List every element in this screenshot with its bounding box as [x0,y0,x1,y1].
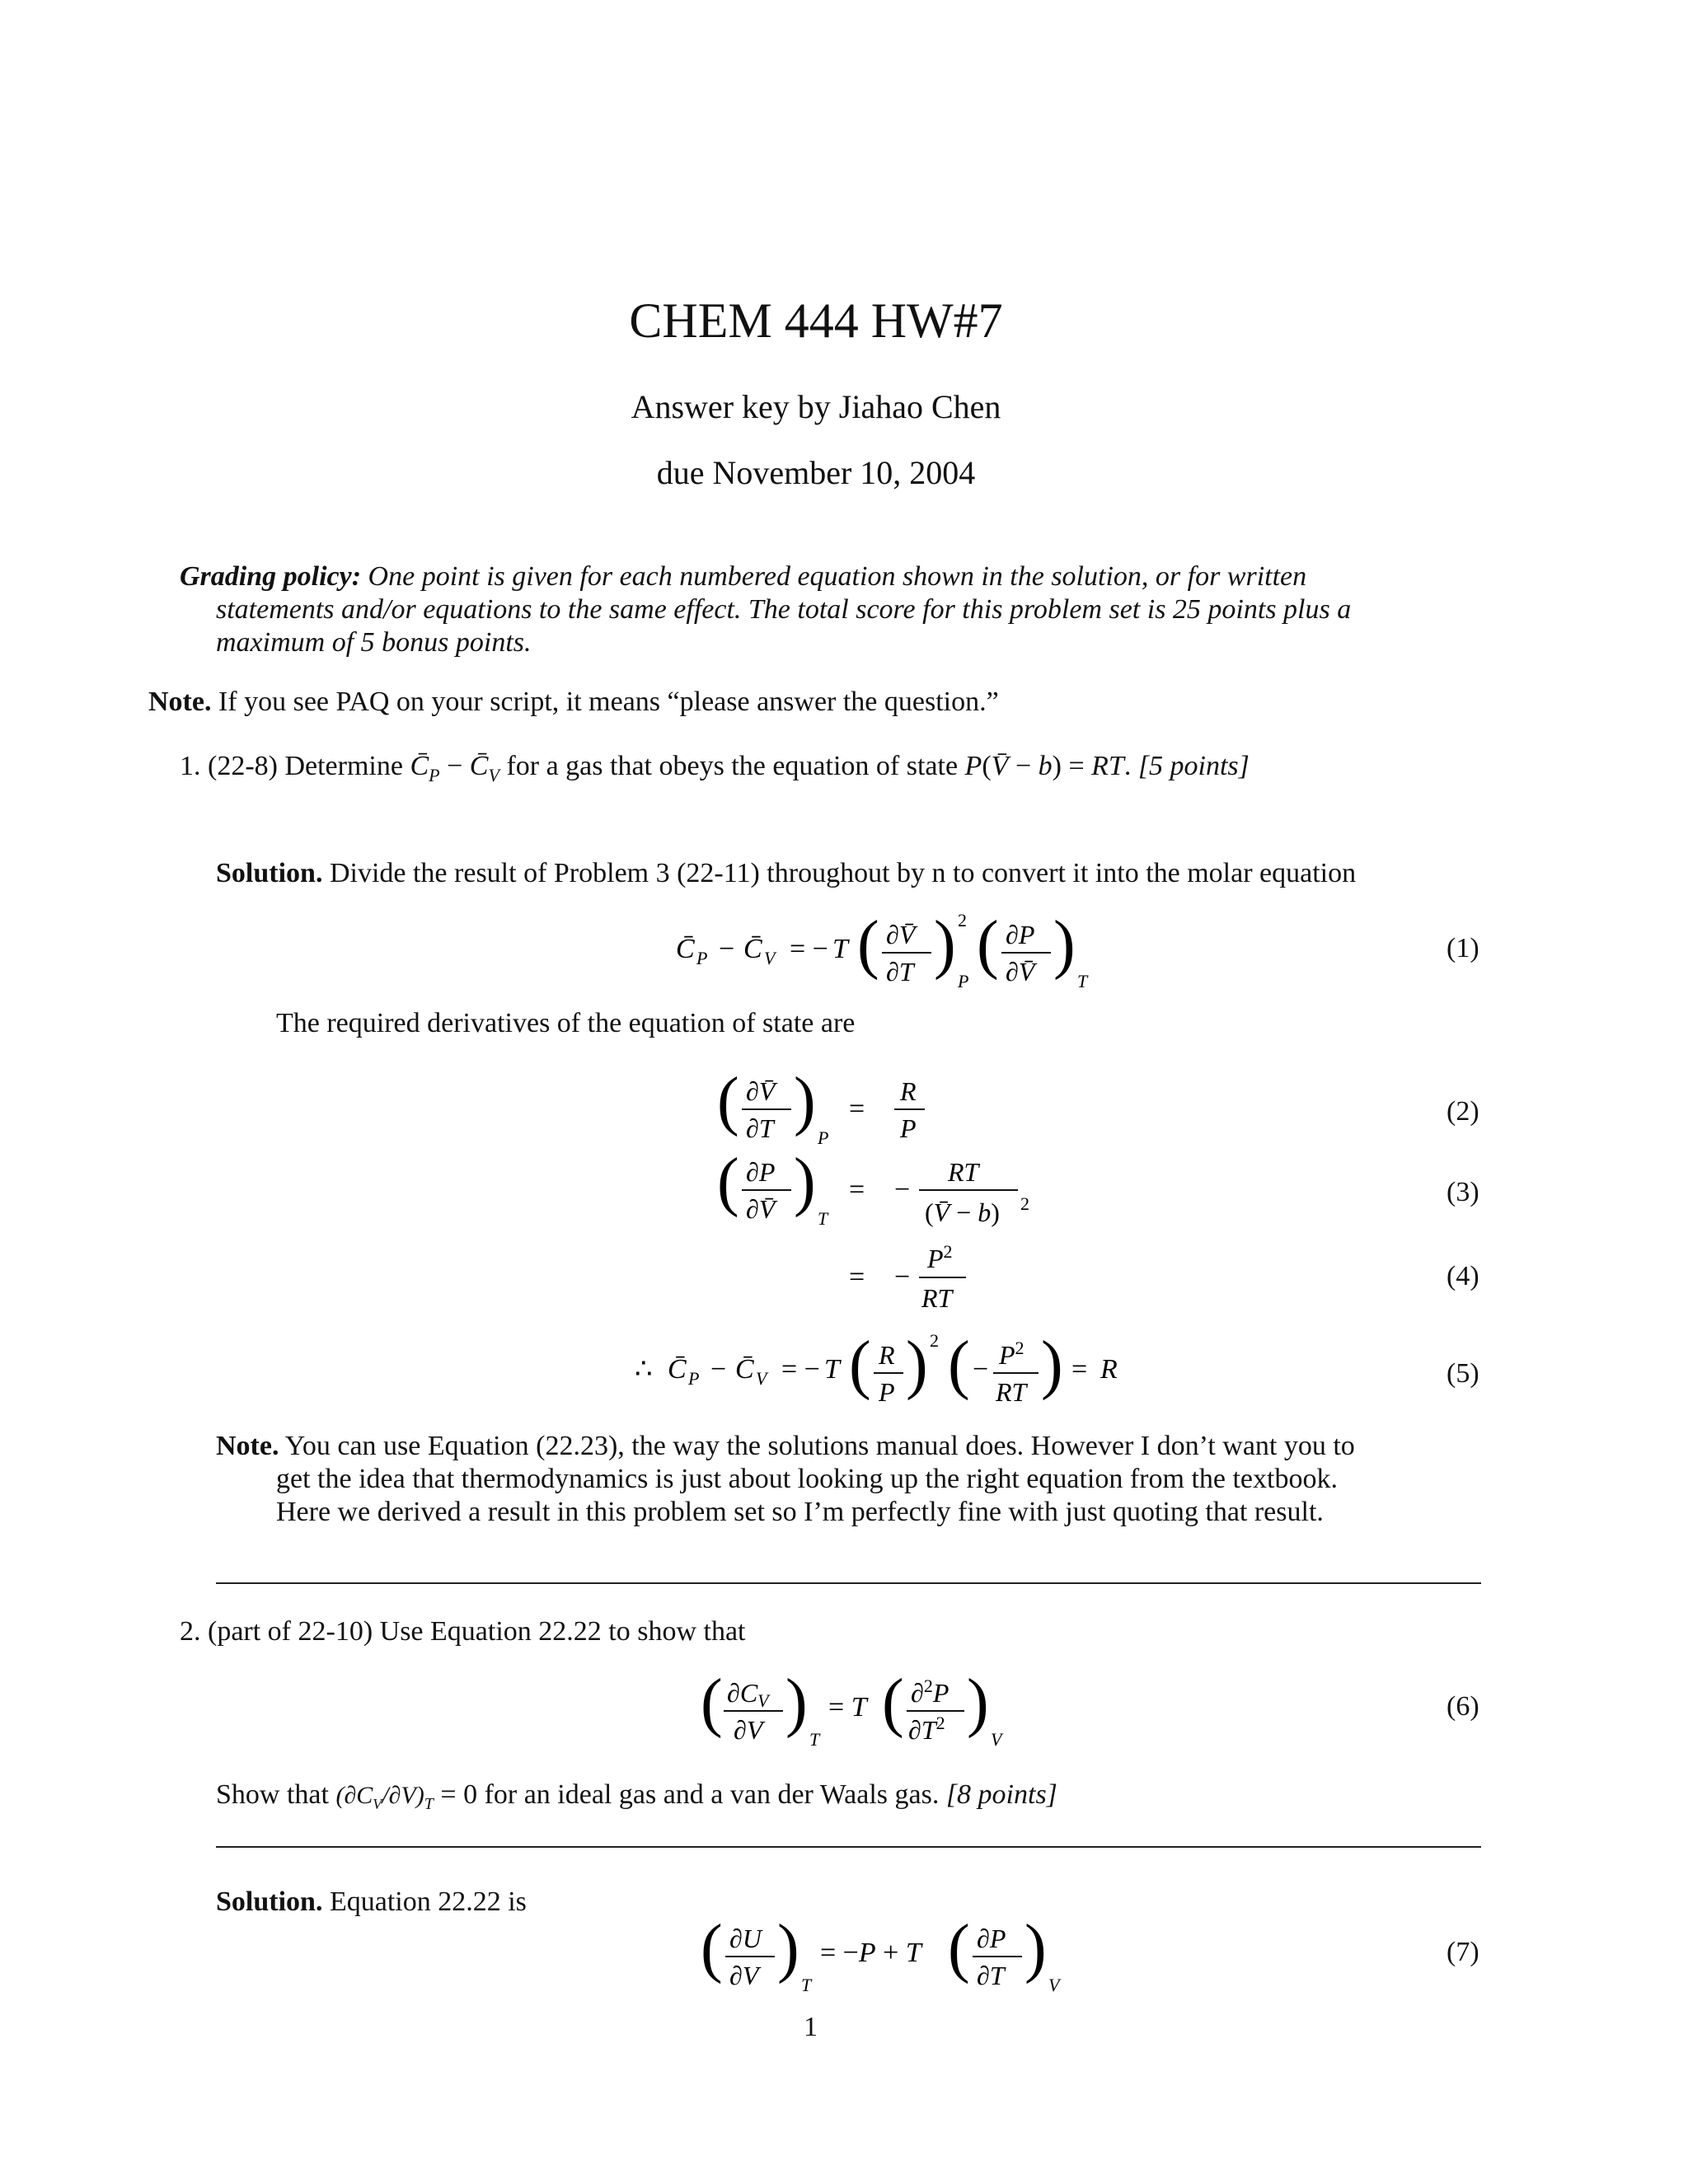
svg-text:(: ( [857,908,879,981]
svg-text:V: V [756,1368,767,1389]
problem-1-note-line3: Here we derived a result in this problem set so I’m perfectly fine with just quoting that result. [276,1497,1324,1527]
svg-text:P: P [688,1368,700,1389]
svg-text:T: T [824,1354,840,1385]
grading-label: Grading policy: [180,561,362,592]
svg-text:): ) [785,1666,808,1739]
svg-text:RT: RT [996,1377,1027,1407]
svg-text:−: − [894,1262,911,1292]
svg-text:V: V [991,1729,1002,1750]
problem-2-show-after: = 0 for an ideal gas and a van der Waals gas. [440,1779,940,1810]
svg-text:V: V [1048,1975,1060,1995]
solution-1-intro [216,857,1356,890]
equation-5 [626,1327,1154,1426]
problem-1-note-line1: You can use Equation (22.23), the way the solutions manual does. However I don’t want you to [284,1431,1355,1461]
svg-text:(V̄ − b): (V̄ − b) [925,1197,1000,1227]
svg-text:∂P: ∂P [1006,920,1035,949]
svg-text:): ) [1025,1912,1047,1985]
svg-text:= −: = − [790,934,828,964]
svg-text:C̄: C̄ [735,1354,754,1385]
problem-1-statement: 1. (22-8) Determine $C̄_P$ − $C̄_V$ for a gas that obeys the equation of state P(V̄ − b) = RT. [5 points] [180,751,1250,785]
svg-text:): ) [906,1329,928,1401]
svg-text:): ) [967,1666,989,1739]
svg-text:∂CV: ∂CV [727,1678,769,1711]
svg-text:−: − [719,934,735,964]
equation-1 [659,907,1121,1005]
svg-text:R: R [1100,1354,1118,1385]
svg-text:(: ( [717,1146,739,1218]
author-line: Answer key by Jiahao Chen [631,388,1001,425]
svg-text:∂2P: ∂$^2$P [911,1675,950,1708]
svg-text:V: V [764,948,776,968]
problem-2-number: 2. [180,1616,201,1647]
svg-text:P: P [696,948,708,968]
svg-text:∂P: ∂P [746,1157,776,1187]
svg-text:(: ( [882,1666,904,1739]
grading-line1: One point is given for each numbered equation shown in the solution, or for written [368,561,1307,592]
grading-policy [180,560,1507,593]
equation-number-2: (2) [1447,1096,1479,1127]
problem-1-text: for a gas that obeys the equation of state [506,751,959,781]
svg-text:): ) [794,1065,816,1137]
equations-2-4 [709,1063,1071,1327]
svg-text:): ) [777,1912,799,1985]
divider-2 [216,1846,1481,1848]
svg-text:∴: ∴ [635,1354,653,1385]
svg-text:C̄: C̄ [676,934,695,964]
solution-2-text: Equation 22.22 is [329,1886,527,1917]
svg-text:∂T2: $\partial T^2$ [908,1713,945,1745]
problem-2-show-before: Show that [216,1779,329,1810]
equation-number-4: (4) [1447,1261,1479,1291]
solution-2-intro [216,1886,527,1919]
svg-text:R: R [900,1076,917,1106]
page-number: 1 [804,2012,818,2042]
problem-1-note [216,1430,1355,1463]
svg-text:=: = [1071,1354,1088,1385]
svg-text:T: T [809,1729,820,1750]
svg-text:(: ( [948,1912,970,1985]
svg-text:P: P [818,1127,829,1148]
svg-text:−: − [710,1354,727,1385]
svg-text:T: T [832,934,848,964]
svg-text:P: P [900,1113,917,1143]
derivatives-intro: The required derivatives of the equation of state are [276,1008,856,1038]
note-label: Note. [148,687,212,717]
problem-2-statement [180,1615,746,1648]
svg-text:∂V̄: ∂V̄ [1006,957,1035,987]
svg-text:(: ( [701,1912,723,1985]
svg-text:P2: $P^2$ [999,1338,1025,1370]
problem-2-text: (part of 22-10) Use Equation 22.22 to show that [208,1616,746,1647]
svg-text:(: ( [849,1329,871,1401]
svg-text:∂V: ∂V [729,1961,759,1990]
svg-text:∂V̄: ∂V̄ [886,920,916,949]
svg-text:∂P: ∂P [977,1924,1006,1953]
due-date: due November 10, 2004 [656,454,976,491]
note-paq [148,686,999,719]
svg-text:C̄: C̄ [743,934,762,964]
svg-text:2: 2 [958,910,967,930]
svg-text:): ) [934,908,956,981]
svg-text:−: − [894,1174,911,1205]
svg-text:(: ( [977,908,999,981]
note-text: If you see PAQ on your script, it means “please answer the question.” [218,687,999,717]
svg-text:2: 2 [1020,1193,1029,1214]
svg-text:∂U: ∂U [729,1924,762,1953]
svg-text:=: = [849,1262,865,1292]
problem-1-note-line2: get the idea that thermodynamics is just about looking up the right equation from the textbook. [276,1464,1338,1494]
svg-text:(: ( [701,1666,723,1739]
svg-text:∂V: ∂V [734,1715,763,1745]
svg-text:(: ( [948,1329,970,1401]
page-title: CHEM 444 HW#7 [629,293,1003,348]
svg-text:T: T [801,1975,812,1995]
svg-text:∂V̄: ∂V̄ [746,1076,776,1106]
problem-1-note-label: Note. [216,1431,279,1461]
svg-text:P2: $P^2$ [927,1241,953,1273]
svg-text:P: P [879,1377,895,1407]
svg-text:RT: RT [948,1157,979,1187]
svg-text:=: = [849,1174,865,1205]
equation-number-7: (7) [1447,1937,1479,1967]
svg-text:): ) [1053,908,1076,981]
problem-1-points: [5 points] [1137,751,1250,781]
equation-number-3: (3) [1447,1177,1479,1207]
equation-number-1: (1) [1447,933,1479,963]
solution-1-text: Divide the result of Problem 3 (22-11) throughout by n to convert it into the molar equation [329,858,1357,888]
problem-1-number: 1. [180,751,201,781]
equation-number-6: (6) [1447,1691,1479,1722]
svg-text:C̄: C̄ [668,1354,687,1385]
svg-text:∂V̄: ∂V̄ [746,1194,776,1224]
svg-text:= T: = T [828,1692,867,1722]
svg-text:RT: RT [921,1283,953,1313]
svg-text:∂T: ∂T [977,1961,1005,1990]
svg-text:P: P [958,971,969,991]
grading-line3: maximum of 5 bonus points. [216,627,532,658]
svg-text:T: T [818,1208,828,1229]
svg-text:= −P + T: = −P + T [820,1938,921,1968]
svg-text:): ) [794,1146,816,1218]
svg-text:=: = [849,1094,865,1124]
grading-line2: statements and/or equations to the same effect. The total score for this problem set is 25 points plus a [216,594,1352,625]
svg-text:T: T [1077,971,1088,991]
divider-1 [216,1582,1481,1584]
equation-number-5: (5) [1447,1358,1479,1389]
equation-7 [692,1910,1071,2009]
equation-6 [692,1665,1039,1764]
solution-2-label: Solution. [216,1886,323,1917]
svg-text:∂T: ∂T [886,957,914,987]
svg-text:): ) [1041,1329,1063,1401]
svg-text:R: R [879,1340,895,1370]
svg-text:= −: = − [781,1354,820,1385]
svg-text:(: ( [717,1065,739,1137]
problem-2-points: [8 points] [945,1779,1057,1810]
problem-2-show: Show that $(\partial C_V/\partial V)_T = 0$ for an ideal gas and a van der Waals gas. [8 points] [216,1779,1057,1813]
svg-text:∂T: ∂T [746,1113,774,1143]
solution-1-label: Solution. [216,858,323,888]
svg-text:2: 2 [930,1330,939,1351]
svg-text:−: − [973,1354,989,1385]
